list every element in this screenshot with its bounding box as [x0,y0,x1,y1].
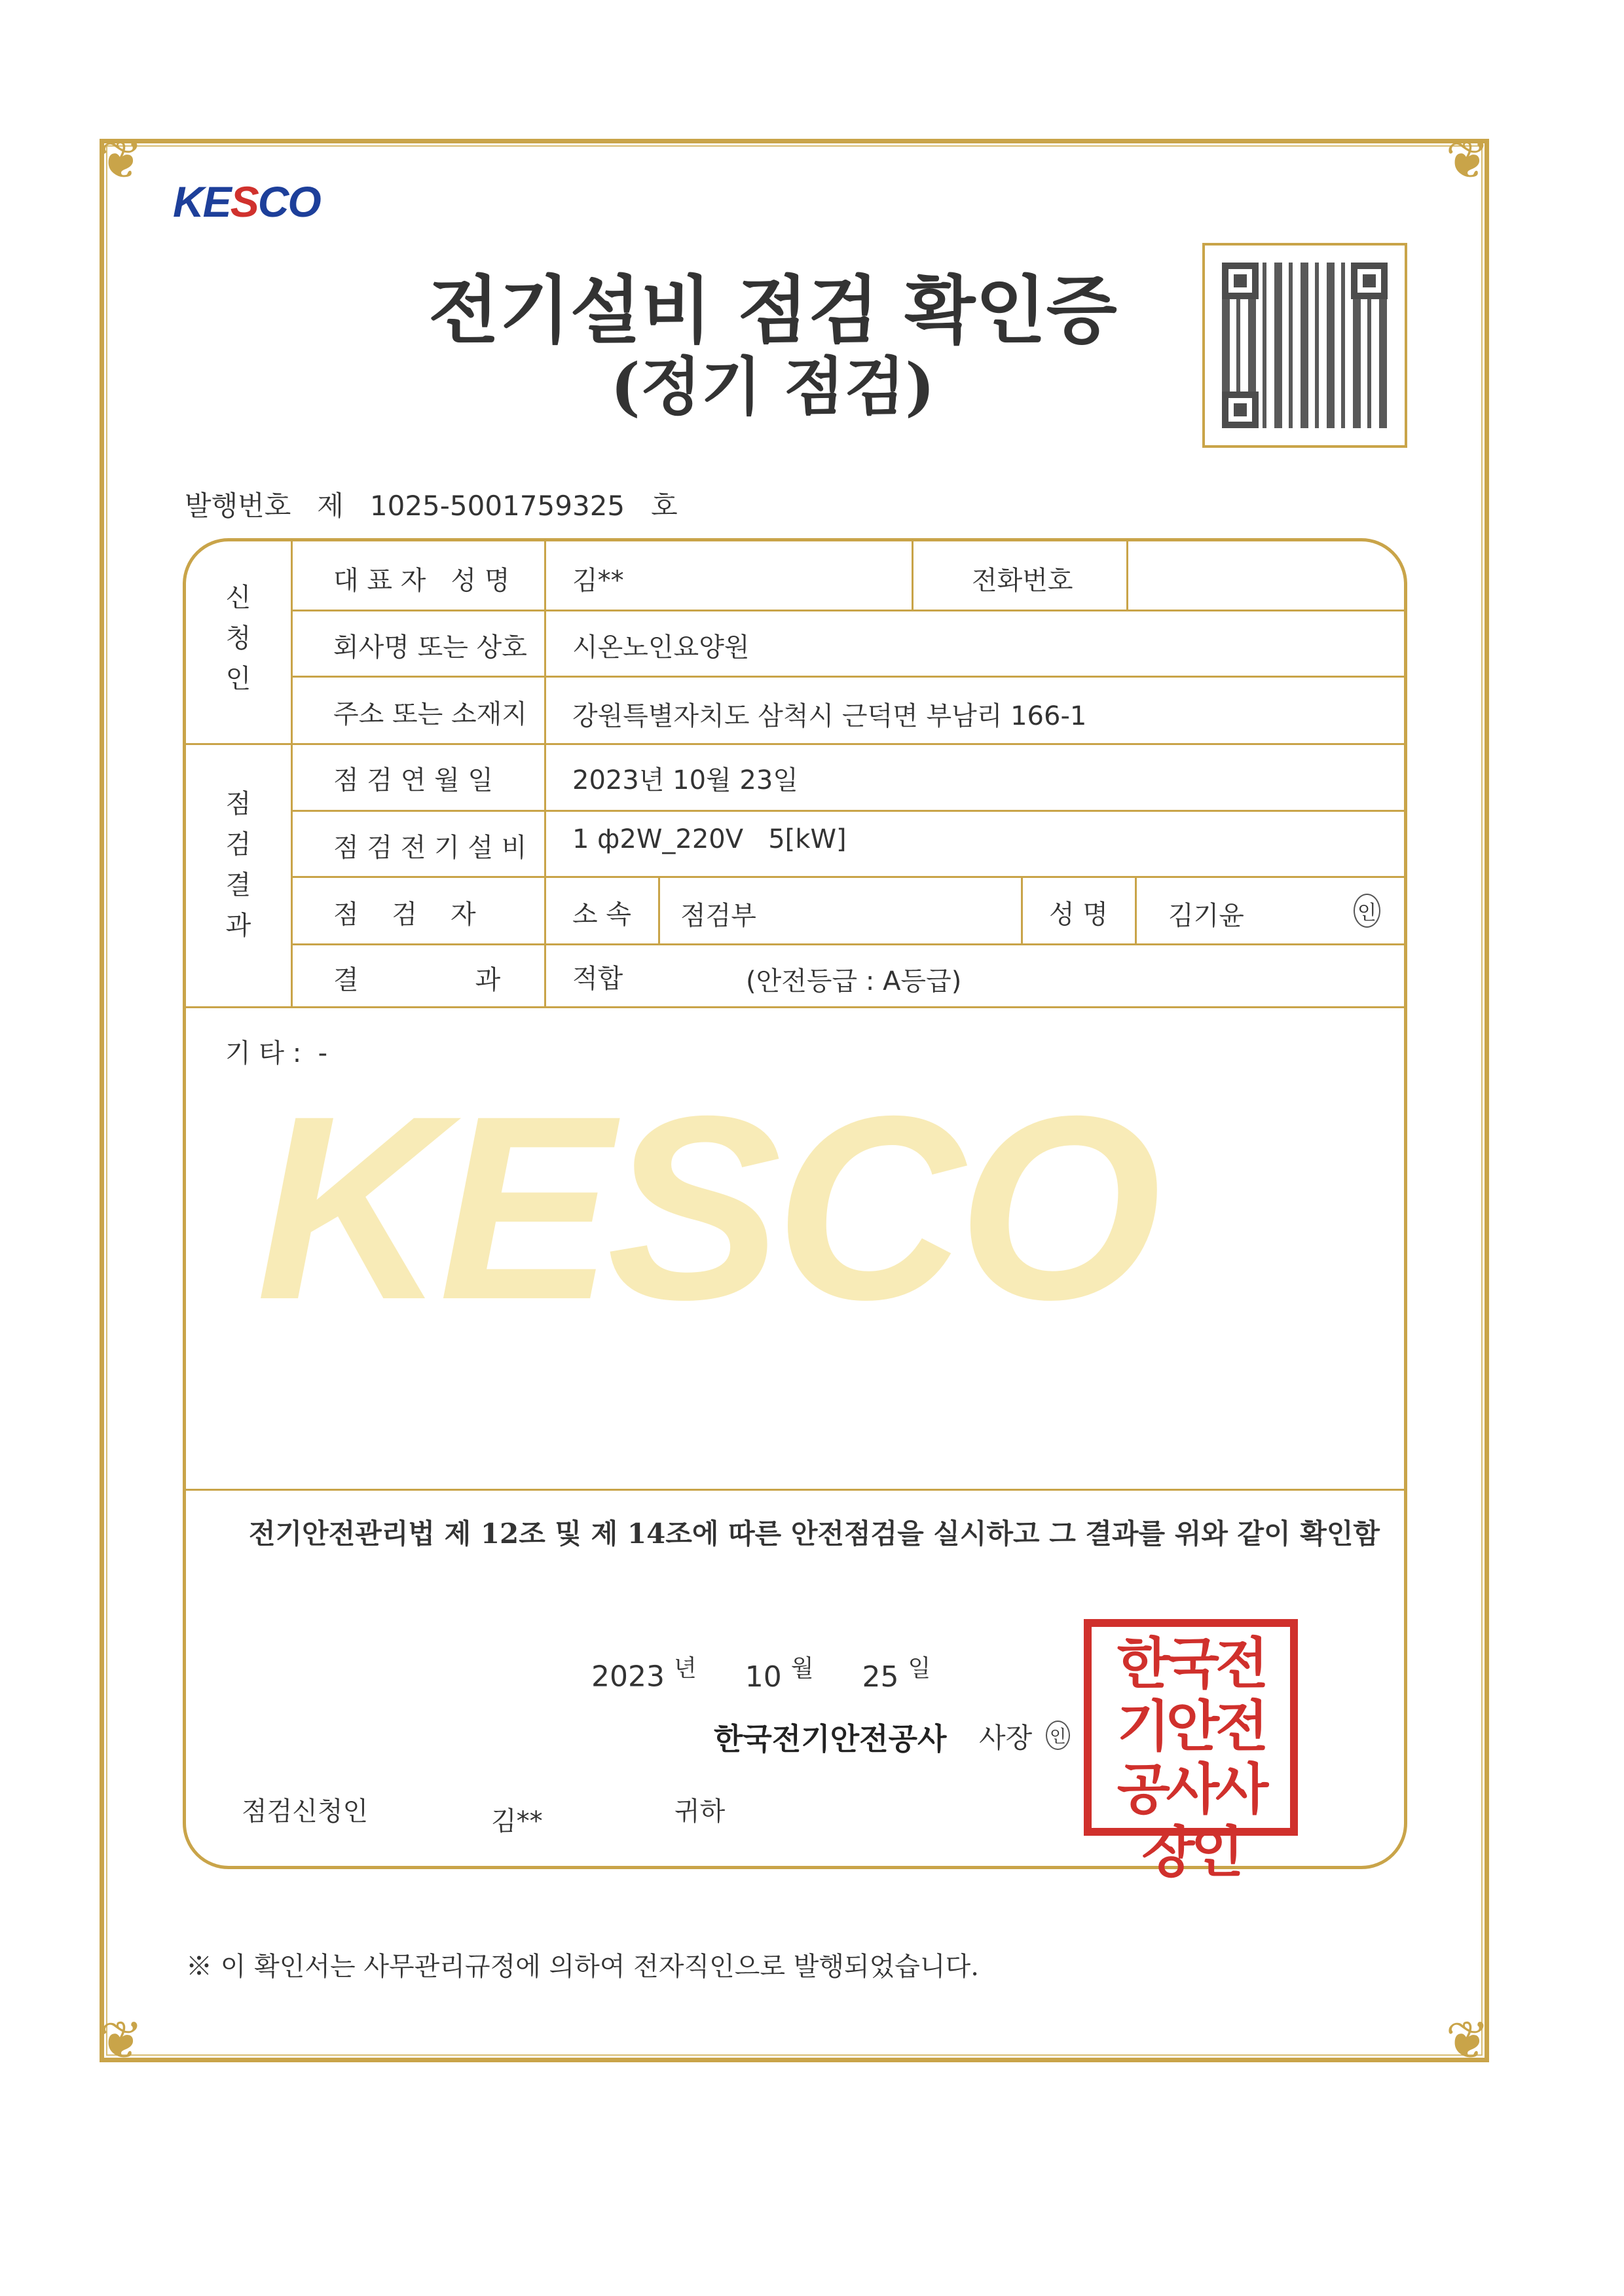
equipment-label: 점 검 전 기 설 비 [333,833,527,863]
recipient-name: 김** [491,1806,543,1836]
year-unit: 년 [673,1655,697,1682]
qr-code[interactable] [1202,243,1407,448]
page-title: 전기설비 점검 확인증 [428,268,1117,354]
issue-date [591,1650,931,1694]
company-label: 회사명 또는 상호 [333,632,527,663]
issue-prefix: 제 [317,490,344,522]
date-label: 점 검 연 월 일 [333,765,494,795]
other-notes: 기 타 : - [225,1038,328,1068]
rep-label: 대 표 자 성 명 [333,566,510,596]
safety-grade: (안전등급 : A등급) [746,966,962,996]
corner-ornament: ❦ [99,2010,143,2071]
issue-number-value: 1025-5001759325 [369,490,625,522]
date-value: 2023년 10월 23일 [572,765,798,795]
dept-value: 점검부 [680,901,756,931]
month-unit: 월 [790,1655,814,1682]
issuer-title: 사장 [979,1722,1033,1754]
kesco-watermark: KESCO [256,1061,1155,1354]
inspector-name-value: 김기윤 [1168,901,1244,931]
result-section-label: 점 검 결 과 [225,789,251,941]
company-value: 시온노인요양원 [572,632,750,663]
confirmation-statement: 전기안전관리법 제 12조 및 제 14조에 따른 안전점검을 실시하고 그 결과를 위와 같이 확인함 [249,1518,1380,1550]
issue-year: 2023 [591,1660,665,1694]
inspector-label: 점 검 자 [333,900,476,930]
corner-ornament: ❦ [99,130,143,191]
inspector-seal-mark: 인 [1354,894,1380,928]
address-label: 주소 또는 소재지 [333,699,527,729]
issue-day: 25 [862,1660,899,1694]
equipment-value: 1 ф2W_220V 5[kW] [572,824,847,854]
issue-label: 발행번호 [185,490,291,522]
issue-suffix: 호 [651,490,678,522]
recipient-honorific: 귀하 [674,1796,726,1827]
applicant-section-label: 신 청 인 [225,583,251,694]
rep-value: 김** [572,566,624,596]
inspector-name-label: 성 명 [1049,900,1108,930]
page-subtitle: (정기 점검) [610,350,935,424]
corner-ornament: ❦ [1445,2010,1490,2071]
official-seal: 한국전기안전공사사장인 [1084,1619,1298,1836]
kesco-logo: KESCO [173,177,320,226]
issuer-name: 한국전기안전공사 [714,1721,947,1757]
issue-month: 10 [745,1660,782,1694]
footnote: ※ 이 확인서는 사무관리규정에 의하여 전자직인으로 발행되었습니다. [186,1952,979,1982]
issuer-seal-mark: 인 [1046,1721,1070,1750]
dept-label: 소 속 [572,900,631,930]
corner-ornament: ❦ [1445,130,1490,191]
issue-number [185,484,704,524]
result-value: 적합 [572,964,623,994]
recipient-label: 점검신청인 [242,1796,369,1827]
day-unit: 일 [908,1655,931,1682]
address-value: 강원특별자치도 삼척시 근덕면 부남리 166-1 [572,701,1087,731]
phone-label: 전화번호 [972,566,1073,596]
result-label: 결 과 [333,965,501,995]
